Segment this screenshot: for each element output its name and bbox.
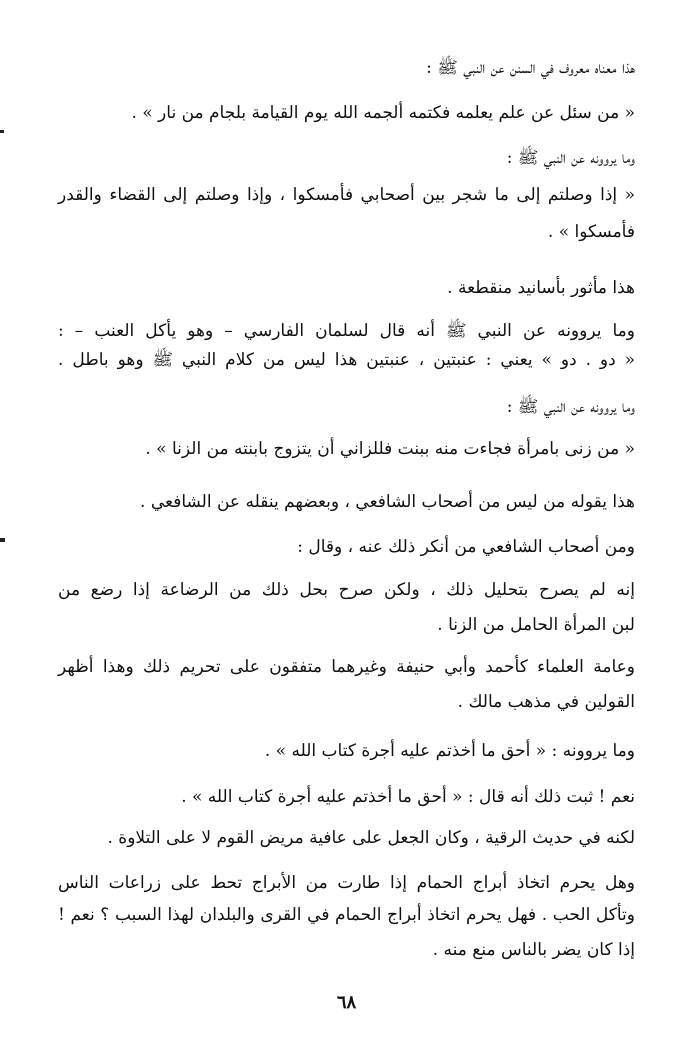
text-line: وما يروونه عن النبي ﷺ : <box>506 148 635 168</box>
text-line: هذا مأثور بأسانيد منقطعة . <box>447 278 635 298</box>
text-line: وما يروونه عن النبي ﷺ : <box>506 397 635 417</box>
text-line: فأمسكوا » . <box>547 222 635 242</box>
text-line: وعامة العلماء كأحمد وأبي حنيفة وغيرهما متفقون على تحريم ذلك وهذا أظهر <box>58 657 635 677</box>
text-line: « من زنى بامرأة فجاءت منه ببنت فللزاني أن يتزوج بابنته من الزنا » . <box>145 439 635 459</box>
text-line: « دو . دو » يعني : عنبتين ، عنبتين هذا ليس من كلام النبي ﷺ وهو باطل . <box>58 350 635 370</box>
page-number: ٦٨ <box>336 992 357 1013</box>
text-line: لبن المرأة الحامل من الزنا . <box>437 615 635 635</box>
text-line: القولين في مذهب مالك . <box>457 692 635 712</box>
text-line: وما يروونه : « أحق ما أخذتم عليه أجرة كتاب الله » . <box>264 741 635 761</box>
scan-margin-mark <box>0 538 5 542</box>
text-line: وهل يحرم اتخاذ أبراج الحمام إذا طارت من الأبراج تحط على زراعات الناس <box>58 873 635 893</box>
scan-margin-mark <box>0 130 4 133</box>
text-line: إنه لم يصرح بتحليل ذلك ، ولكن صرح بحل ذلك من الرضاعة إذا رضع من <box>58 580 635 600</box>
text-line: إذا كان يضر بالناس منع منه . <box>432 940 635 960</box>
text-line: هذا معناه معروف في السنن عن النبي ﷺ : <box>426 58 635 78</box>
text-line: « إذا وصلتم إلى ما شجر بين أصحابي فأمسكوا ، وإذا وصلتم إلى القضاء والقدر <box>58 185 635 205</box>
text-line: ومن أصحاب الشافعي من أنكر ذلك عنه ، وقال : <box>297 537 635 557</box>
text-line: وتأكل الحب . فهل يحرم اتخاذ أبراج الحمام في القرى والبلدان لهذا السبب ؟ نعم ! <box>58 905 635 925</box>
text-line: « من سئل عن علم يعلمه فكتمه ألجمه الله يوم القيامة بلجام من نار » . <box>131 103 635 123</box>
text-line: هذا يقوله من ليس من أصحاب الشافعي ، وبعضهم ينقله عن الشافعي . <box>140 492 635 512</box>
text-line: نعم ! ثبت ذلك أنه قال : « أحق ما أخذتم عليه أجرة كتاب الله » . <box>181 787 635 807</box>
text-line: لكنه في حديث الرقية ، وكان الجعل على عافية مريض القوم لا على التلاوة . <box>107 828 635 848</box>
text-line: وما يروونه عن النبي ﷺ أنه قال لسلمان الفارسي – وهو يأكل العنب – : <box>58 321 635 341</box>
